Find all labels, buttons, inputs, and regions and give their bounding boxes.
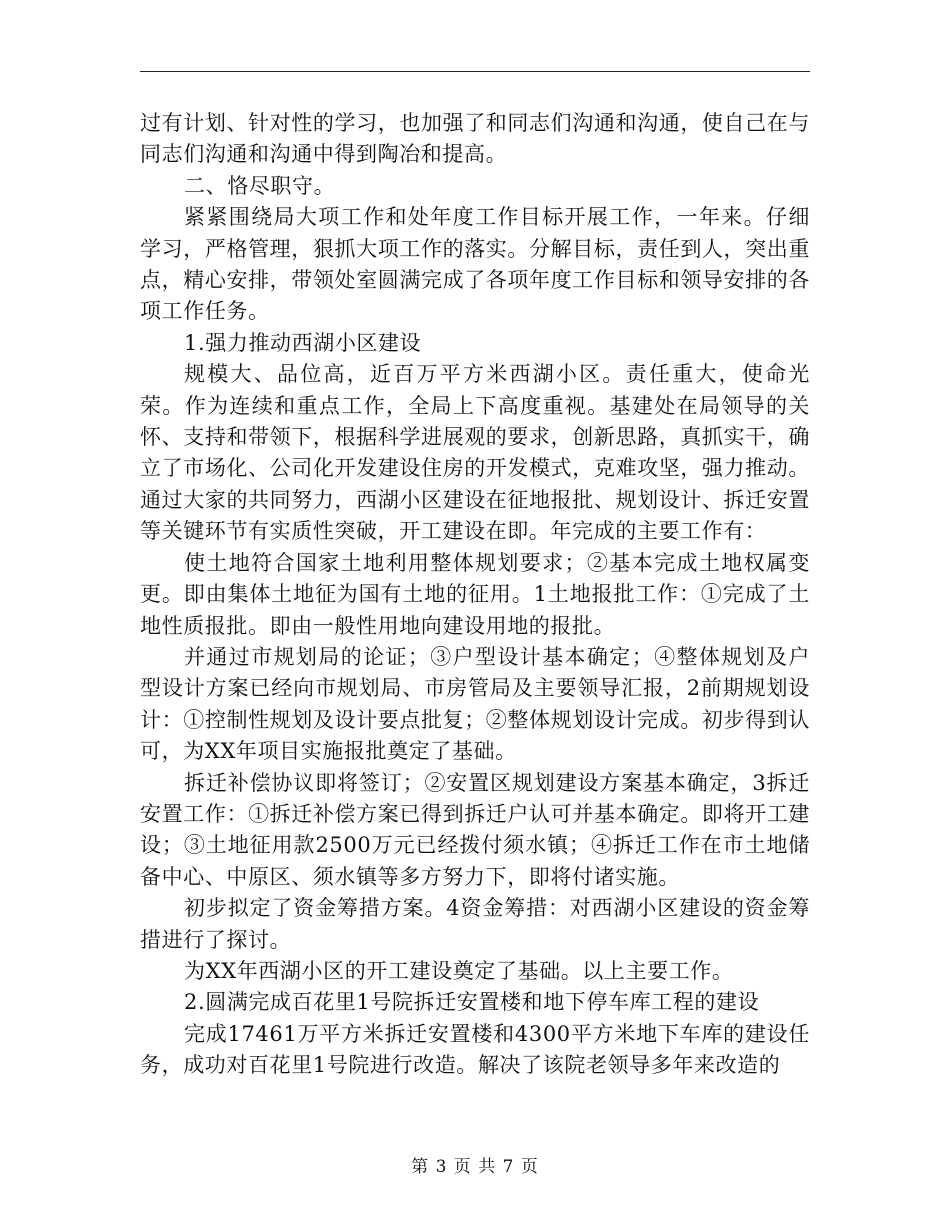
paragraph-3: 紧紧围绕局大项工作和处年度工作目标开展工作，一年来。仔细学习，严格管理，狠抓大项工作的落实。分解目标，责任到人，突出重点，精心安排，带领处室圆满完成了各项年度工作目标和领导安排的各项工作任务。 [140,205,810,324]
paragraph-8: 拆迁补偿协议即将签订；②安置区规划建设方案基本确定，3拆迁安置工作：①拆迁补偿方案已得到拆迁户认可并基本确定。即将开工建设；③土地征用款2500万元已经拨付须水镇；④拆迁工作在市土地储备中心、中原区、须水镇等多方努力下，即将付诸实施。 [140,770,810,889]
section-heading-2: 二、恪尽职守。 [184,173,336,198]
page-number-footer: 第 3 页 共 7 页 [411,1157,539,1177]
paragraph-5: 规模大、品位高，近百万平方米西湖小区。责任重大，使命光荣。作为连续和重点工作，全局上下高度重视。基建处在局领导的关怀、支持和带领下，根据科学进展观的要求，创新思路，真抓实干，确立了市场化、公司化开发建设住房的开发模式，克难攻坚，强力推动。通过大家的共同努力，西湖小区建设在征地报批、规划设计、拆迁安置等关键环节有实质性突破，开工建设在即。年完成的主要工作有： [140,362,810,544]
subheading-2: 2.圆满完成百花里1号院拆迁安置楼和地下停车库工程的建设 [184,990,760,1015]
paragraph-10: 为XX年西湖小区的开工建设奠定了基础。以上主要工作。 [184,958,734,983]
paragraph-6: 使土地符合国家土地利用整体规划要求；②基本完成土地权属变更。即由集体土地征为国有土地的征用。1土地报批工作：①完成了土地性质报批。即由一般性用地向建设用地的报批。 [140,550,810,638]
paragraph-9: 初步拟定了资金筹措方案。4资金筹措：对西湖小区建设的资金筹措进行了探讨。 [140,896,810,952]
header-rule [140,71,810,72]
paragraph-12: 完成17461万平方米拆迁安置楼和4300平方米地下车库的建设任务，成功对百花里1号院进行改造。解决了该院老领导多年来改造的 [140,1021,810,1078]
document-body [140,108,810,1082]
subheading-1: 1.强力推动西湖小区建设 [184,330,422,355]
paragraph-1: 过有计划、针对性的学习，也加强了和同志们沟通和沟通，使自己在与同志们沟通和沟通中得到陶冶和提高。 [140,111,810,167]
paragraph-7: 并通过市规划局的论证；③户型设计基本确定；④整体规划及户型设计方案已经向市规划局、市房管局及主要领导汇报，2前期规划设计：①控制性规划及设计要点批复；②整体规划设计完成。初步得到认可，为XX年项目实施报批奠定了基础。 [140,644,810,764]
